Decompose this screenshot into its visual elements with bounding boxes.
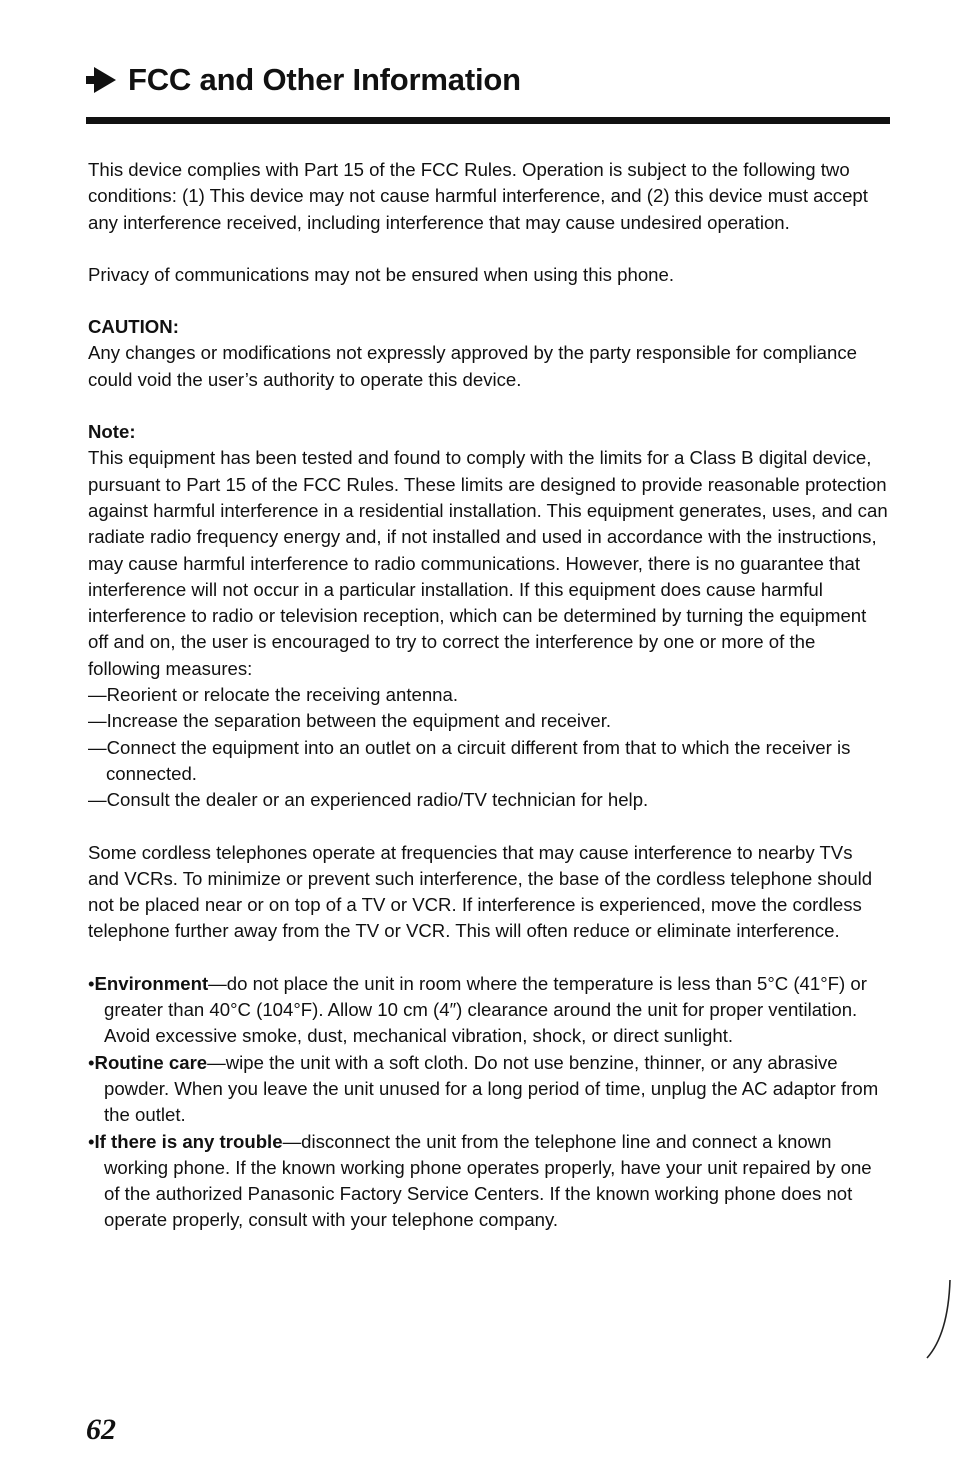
measure-item: —Connect the equipment into an outlet on a circuit different from that to which the receiver is connected.: [88, 736, 851, 784]
page-content: [88, 157, 888, 1234]
bullet-lead: If there is any trouble: [94, 1130, 283, 1152]
bullet-text: —do not place the unit in room where the temperature is less than 5°C (41°F) or greater than 40°C (104°F). Allow 10 cm (4″) clearance around the unit for proper ventilation. Avoid excessive smoke, dust, mechanical vibration, shock, or direct sunlight.: [104, 972, 867, 1047]
privacy-paragraph: Privacy of communications may not be ensured when using this phone.: [88, 263, 675, 285]
title-row: [86, 62, 890, 98]
bullet-trouble: [88, 1129, 888, 1234]
page-header: [86, 62, 890, 98]
bullet-marker: •: [88, 1130, 95, 1152]
bullet-environment: [88, 971, 888, 1050]
bullet-text: —disconnect the unit from the telephone line and connect a known working phone. If the known working phone operates properly, have your unit repaired by one of the authorized Panasonic Factory Service Centers. If the known working phone does not operate properly, consult with your telephone company.: [104, 1130, 872, 1231]
page-title: FCC and Other Information: [128, 62, 521, 97]
note-heading: Note:: [88, 421, 136, 443]
header-rule: [86, 117, 890, 124]
intro-paragraph: This device complies with Part 15 of the FCC Rules. Operation is subject to the following two conditions: (1) This device may not cause harmful interference, and (2) this device must accept any interference received, including interference that may cause undesired operation.: [88, 159, 868, 233]
bullet-text: —wipe the unit with a soft cloth. Do not use benzine, thinner, or any abrasive powder. When you leave the unit unused for a long period of time, unplug the AC adaptor from the outlet.: [104, 1051, 879, 1126]
measure-item: —Reorient or relocate the receiving antenna.: [88, 684, 459, 706]
cordless-paragraph: Some cordless telephones operate at frequencies that may cause interference to nearby TVs and VCRs. To minimize or prevent such interference, the base of the cordless telephone should not be placed near or on top of a TV or VCR. If interference is experienced, move the cordless telephone further away from the TV or VCR. This will often reduce or eliminate interference.: [88, 841, 873, 942]
caution-heading: CAUTION:: [88, 316, 179, 338]
pen-mark: [905, 1270, 954, 1390]
note-text: This equipment has been tested and found to comply with the limits for a Class B digital device, pursuant to Part 15 of the FCC Rules. These limits are designed to provide reasonable protection against harmful interference in a residential installation. This equipment generates, uses, and can radiate radio frequency energy and, if not installed and used in accordance with the instructions, may cause harmful interference to radio communications. However, there is no guarantee that interference will not occur in a particular installation. If this equipment does cause harmful interference to radio or television reception, which can be determined by turning the equipment off and on, the user is encouraged to try to correct the interference by one or more of the following measures:: [88, 447, 888, 679]
bullet-marker: •: [88, 1051, 95, 1073]
arrow-right-icon: [86, 67, 116, 93]
bullet-marker: •: [88, 972, 95, 994]
bullet-lead: Routine care: [94, 1051, 208, 1073]
bullet-lead: Environment: [94, 972, 209, 994]
page-number: 62: [86, 1413, 116, 1446]
bullet-routine-care: [88, 1050, 888, 1129]
measure-item: —Increase the separation between the equipment and receiver.: [88, 710, 612, 732]
measure-item: —Consult the dealer or an experienced radio/TV technician for help.: [88, 789, 649, 811]
caution-text: Any changes or modifications not expressly approved by the party responsible for compliance could void the user’s authority to operate this device.: [88, 342, 857, 390]
